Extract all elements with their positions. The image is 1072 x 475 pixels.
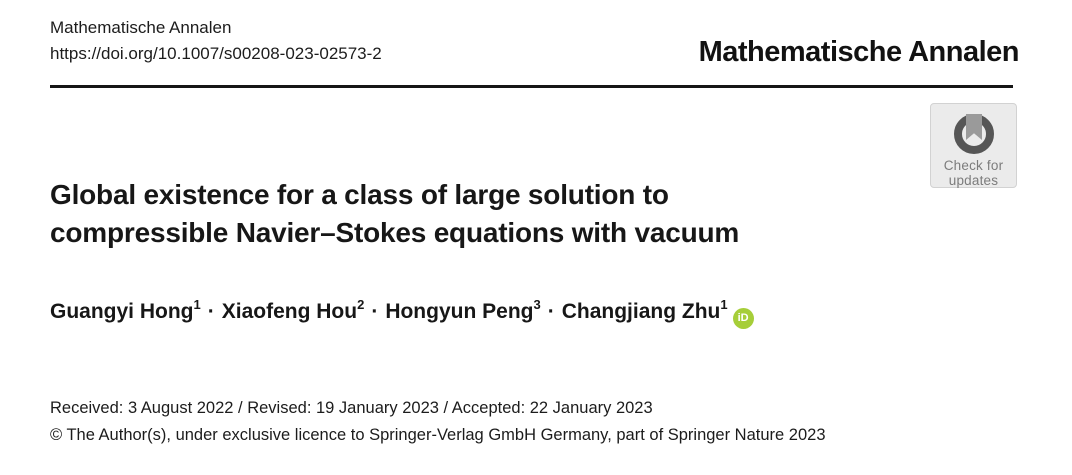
article-title: [50, 176, 739, 252]
crossmark-icon: [950, 109, 998, 157]
article-meta: [50, 395, 826, 449]
author-name: Hongyun Peng: [385, 300, 534, 323]
author-name: Changjiang Zhu: [561, 300, 721, 323]
copyright-line: © The Author(s), under exclusive licence to Springer-Verlag GmbH Germany, part of Springer Nature 2023: [50, 426, 826, 444]
journal-brand: Mathematische Annalen: [698, 36, 1019, 68]
author-separator: ·: [371, 300, 379, 323]
title-line-1: Global existence for a class of large solution to: [50, 179, 669, 210]
badge-label-line1: Check for: [943, 158, 1004, 173]
author-affiliation-sup: 1: [720, 297, 728, 312]
author-name: Guangyi Hong: [50, 300, 194, 323]
author-name: Xiaofeng Hou: [221, 300, 358, 323]
author-separator: ·: [547, 300, 555, 323]
received-line: Received: 3 August 2022 / Revised: 19 January 2023 / Accepted: 22 January 2023: [50, 399, 653, 417]
authors-line: [50, 298, 754, 329]
check-for-updates-badge[interactable]: [930, 103, 1017, 188]
author-affiliation-sup: 1: [193, 297, 201, 312]
title-line-2: compressible Navier–Stokes equations with vacuum: [50, 217, 740, 248]
orcid-icon[interactable]: iD: [733, 308, 754, 329]
journal-name-text: Mathematische Annalen: [50, 18, 232, 37]
header-rule: [50, 85, 1013, 88]
doi-link[interactable]: https://doi.org/10.1007/s00208-023-02573-2: [50, 44, 382, 63]
author-affiliation-sup: 3: [533, 297, 541, 312]
author-separator: ·: [207, 300, 215, 323]
badge-label-line2: updates: [948, 173, 999, 188]
author-affiliation-sup: 2: [357, 297, 365, 312]
journal-header-left: [50, 15, 382, 67]
